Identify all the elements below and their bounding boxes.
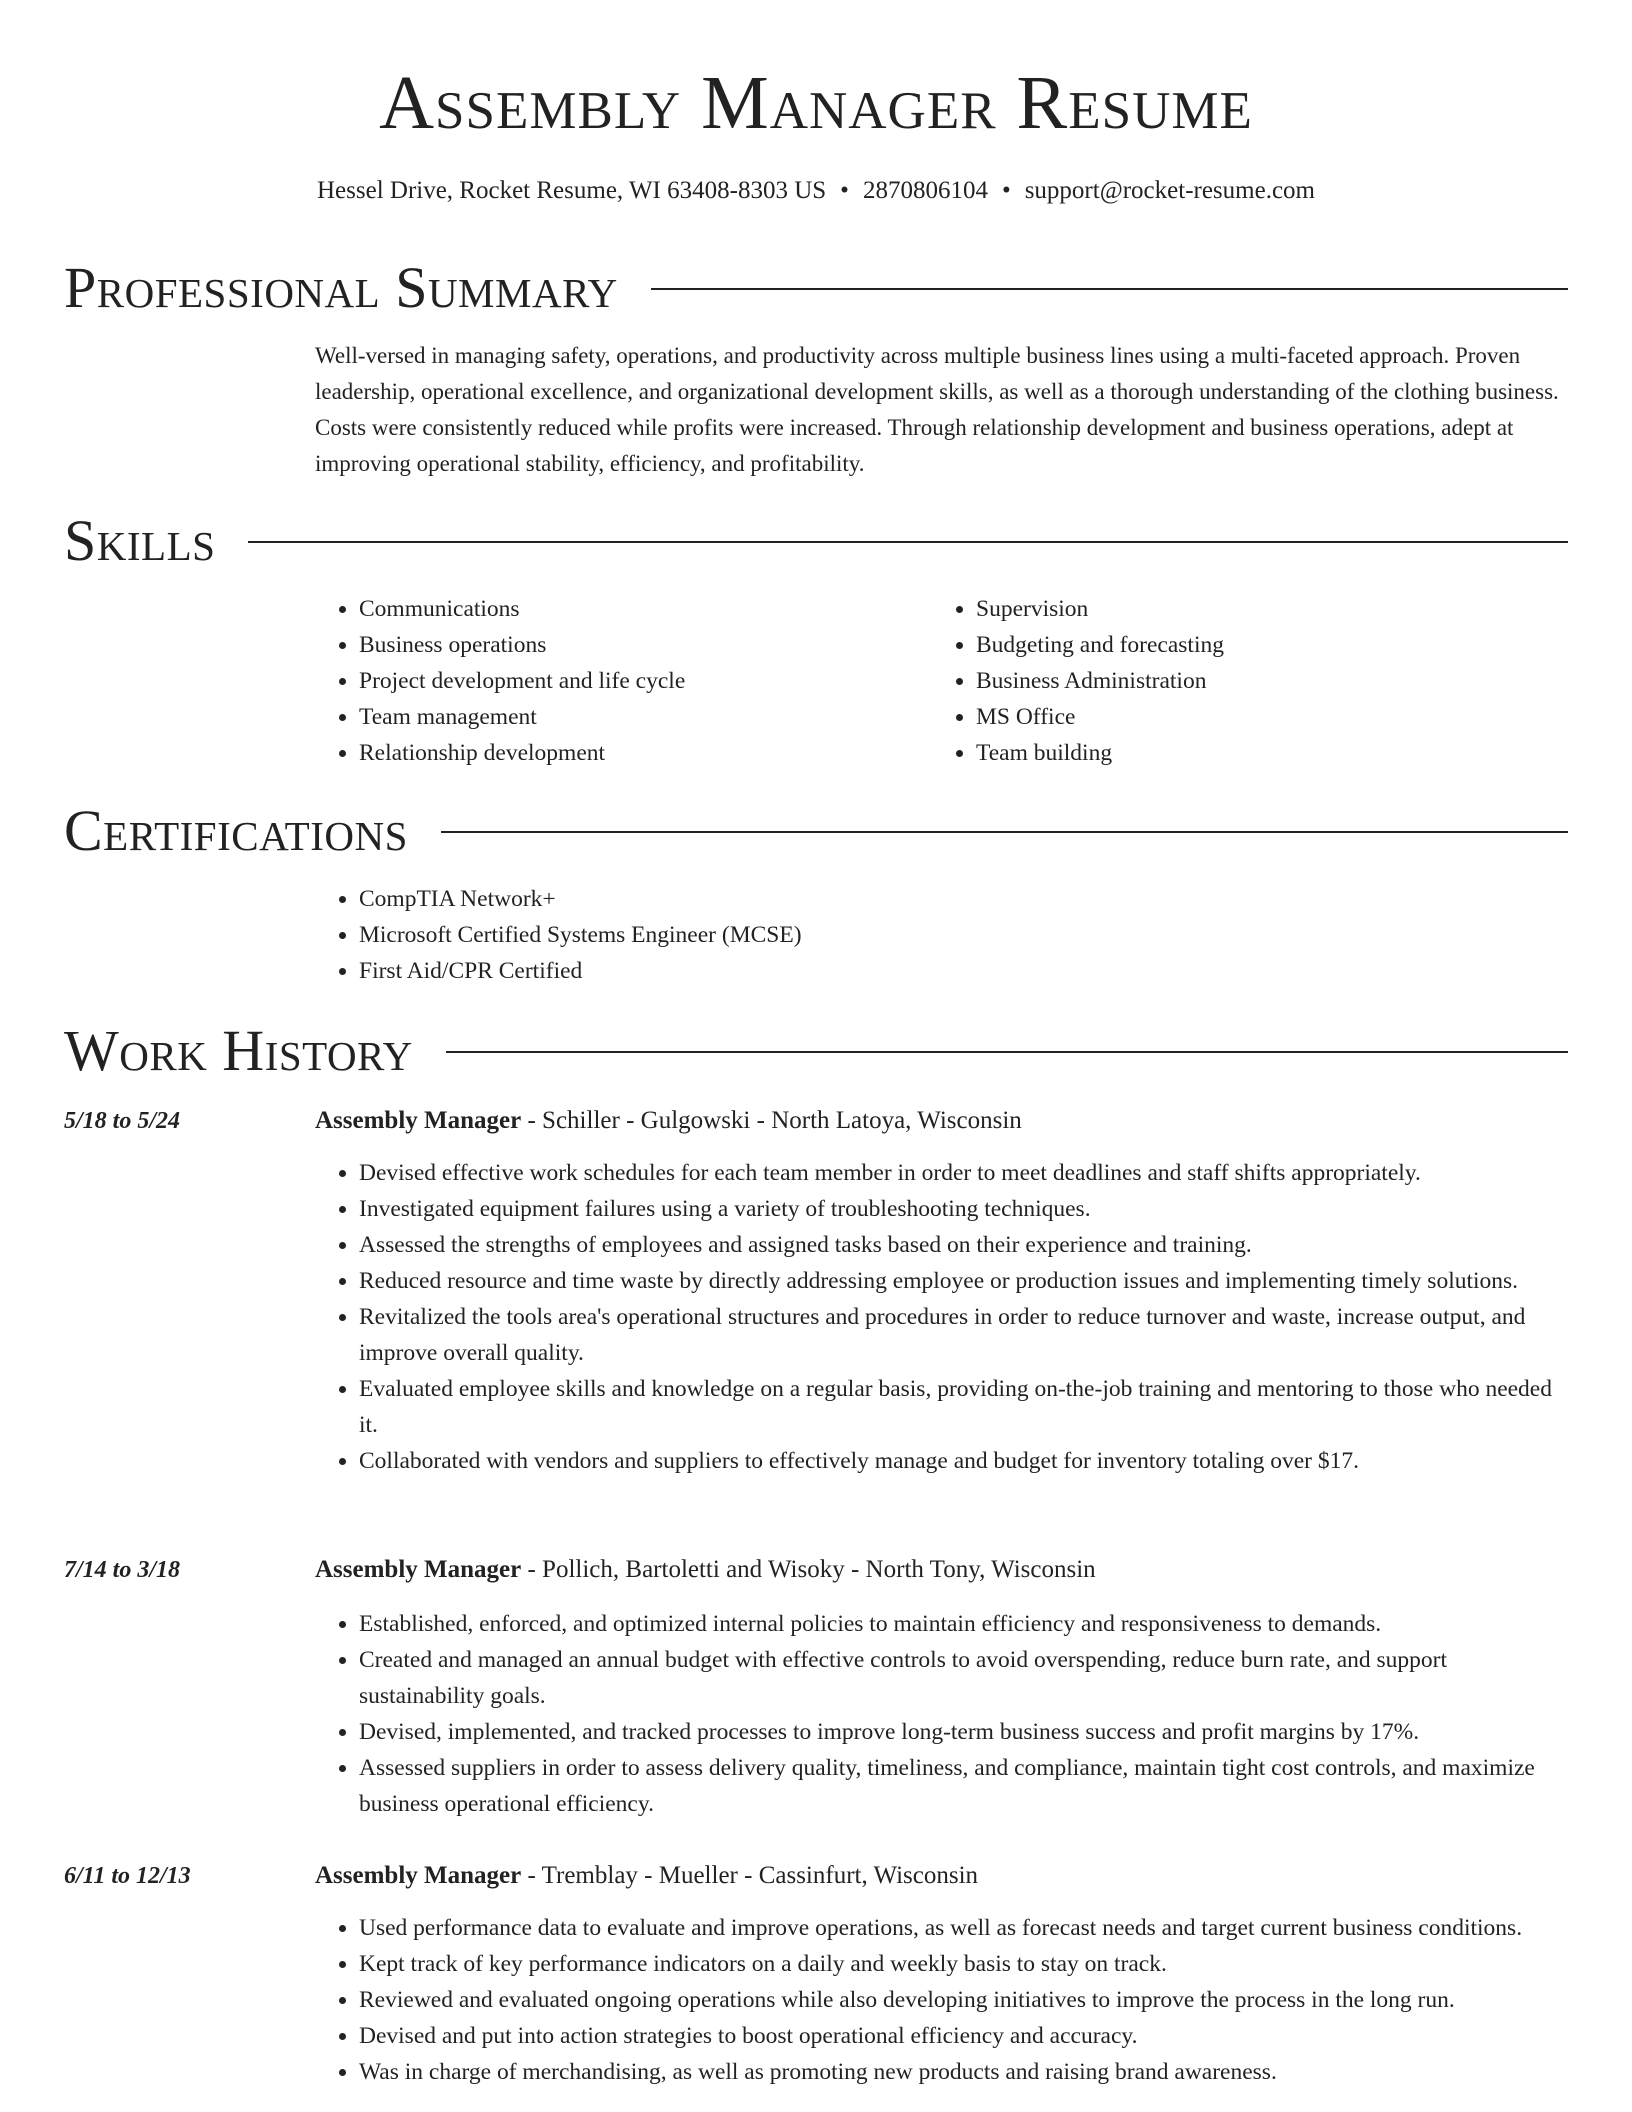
job-bullet: • Was in charge of merchandising, as well as promoting new products and raising brand awareness. (359, 2054, 1572, 2090)
contact-address: Hessel Drive, Rocket Resume, WI 63408-8303 US (316, 177, 827, 204)
job-bullet: • Established, enforced, and optimized internal policies to maintain efficiency and responsiveness to demands. (359, 1606, 1572, 1642)
job-dates: 5/18 to 5/24 (64, 1108, 181, 1134)
skill-item: • Supervision (976, 591, 1224, 627)
contact-email: support@rocket-resume.com (1024, 177, 1315, 204)
work-history-heading: Work History (64, 1018, 413, 1083)
job-bullets (315, 1910, 1572, 2090)
work-history-section-header (64, 1019, 1568, 1083)
skills-column-left (315, 591, 685, 771)
summary-heading: Professional Summary (64, 255, 618, 320)
skill-item: • MS Office (976, 699, 1224, 735)
skill-item: • Budgeting and forecasting (976, 627, 1224, 663)
contact-line (0, 175, 1632, 207)
job-bullet: • Reviewed and evaluated ongoing operations while also developing initiatives to improve the process in the long run. (359, 1982, 1572, 2018)
job-bullet: • Reduced resource and time waste by directly addressing employee or production issues and implementing timely solutions. (359, 1263, 1572, 1299)
job-dates: 6/11 to 12/13 (64, 1863, 191, 1889)
section-divider (446, 1051, 1568, 1053)
skill-item: • Business operations (359, 627, 685, 663)
job-bullet: • Assessed suppliers in order to assess delivery quality, timeliness, and compliance, maintain tight cost controls, and maximize business operational efficiency. (359, 1750, 1572, 1822)
job-title (315, 1552, 1096, 1588)
job-role: Assembly Manager (315, 1556, 522, 1583)
skill-item: • Project development and life cycle (359, 663, 685, 699)
contact-separator: • (1001, 177, 1011, 204)
job-role: Assembly Manager (315, 1107, 522, 1134)
job-bullet: • Investigated equipment failures using a variety of troubleshooting techniques. (359, 1191, 1572, 1227)
job-bullet: • Devised, implemented, and tracked processes to improve long-term business success and profit margins by 17%. (359, 1714, 1572, 1750)
job-dates: 7/14 to 3/18 (64, 1557, 181, 1583)
job-bullet: • Devised effective work schedules for each team member in order to meet deadlines and staff shifts appropriately. (359, 1155, 1572, 1191)
certification-item: • CompTIA Network+ (359, 881, 802, 917)
section-divider (441, 831, 1568, 833)
skills-heading: Skills (64, 508, 216, 573)
job-bullet: • Devised and put into action strategies to boost operational efficiency and accuracy. (359, 2018, 1572, 2054)
job-title (315, 1858, 978, 1894)
certification-item: • Microsoft Certified Systems Engineer (MCSE) (359, 917, 802, 953)
summary-text: Well-versed in managing safety, operations, and productivity across multiple business lines using a multi-faceted approach. Proven leadership, operational excellence, and organizational development skills, as well as a thorough understanding of the clothing business. Costs were consistently reduced while profits were increased. Through relationship development and business operations, adept at improving operational stability, efficiency, and profitability. (315, 343, 1559, 476)
job-employer: - Tremblay - Mueller - Cassinfurt, Wisconsin (521, 1862, 979, 1889)
job-bullet: • Kept track of key performance indicators on a daily and weekly basis to stay on track. (359, 1946, 1572, 1982)
resume-title: Assembly Manager Resume (379, 61, 1253, 145)
skill-item: • Team building (976, 735, 1224, 771)
skill-item: • Relationship development (359, 735, 685, 771)
job-employer: - Schiller - Gulgowski - North Latoya, Wisconsin (521, 1107, 1022, 1134)
job-bullet: • Evaluated employee skills and knowledge on a regular basis, providing on-the-job training and mentoring to those who needed it. (359, 1371, 1572, 1443)
certifications-heading: Certifications (64, 798, 408, 863)
job-employer: - Pollich, Bartoletti and Wisoky - North Tony, Wisconsin (521, 1556, 1096, 1583)
skill-item: • Communications (359, 591, 685, 627)
job-bullet: • Used performance data to evaluate and improve operations, as well as forecast needs and target current business conditions. (359, 1910, 1572, 1946)
contact-separator: • (840, 177, 849, 204)
job-bullets (315, 1606, 1572, 1822)
contact-phone: 2870806104 (862, 177, 988, 204)
job-role: Assembly Manager (315, 1862, 522, 1889)
certifications-list (315, 881, 802, 989)
skills-column-right (932, 591, 1224, 771)
summary-section-header (64, 256, 1568, 320)
certifications-section-header (64, 799, 1568, 863)
job-bullets (315, 1155, 1572, 1479)
skill-item: • Team management (359, 699, 685, 735)
certification-item: • First Aid/CPR Certified (359, 953, 802, 989)
section-divider (248, 541, 1568, 543)
job-bullet: • Collaborated with vendors and suppliers to effectively manage and budget for inventory totaling over $17. (359, 1443, 1572, 1479)
job-bullet: • Revitalized the tools area's operational structures and procedures in order to reduce turnover and waste, increase output, and improve overall quality. (359, 1299, 1572, 1371)
skills-section-header (64, 509, 1568, 573)
skill-item: • Business Administration (976, 663, 1224, 699)
job-bullet: • Created and managed an annual budget with effective controls to avoid overspending, reduce burn rate, and support sustainability goals. (359, 1642, 1572, 1714)
section-divider (651, 288, 1568, 290)
job-bullet: • Assessed the strengths of employees and assigned tasks based on their experience and training. (359, 1227, 1572, 1263)
job-title (315, 1103, 1022, 1139)
